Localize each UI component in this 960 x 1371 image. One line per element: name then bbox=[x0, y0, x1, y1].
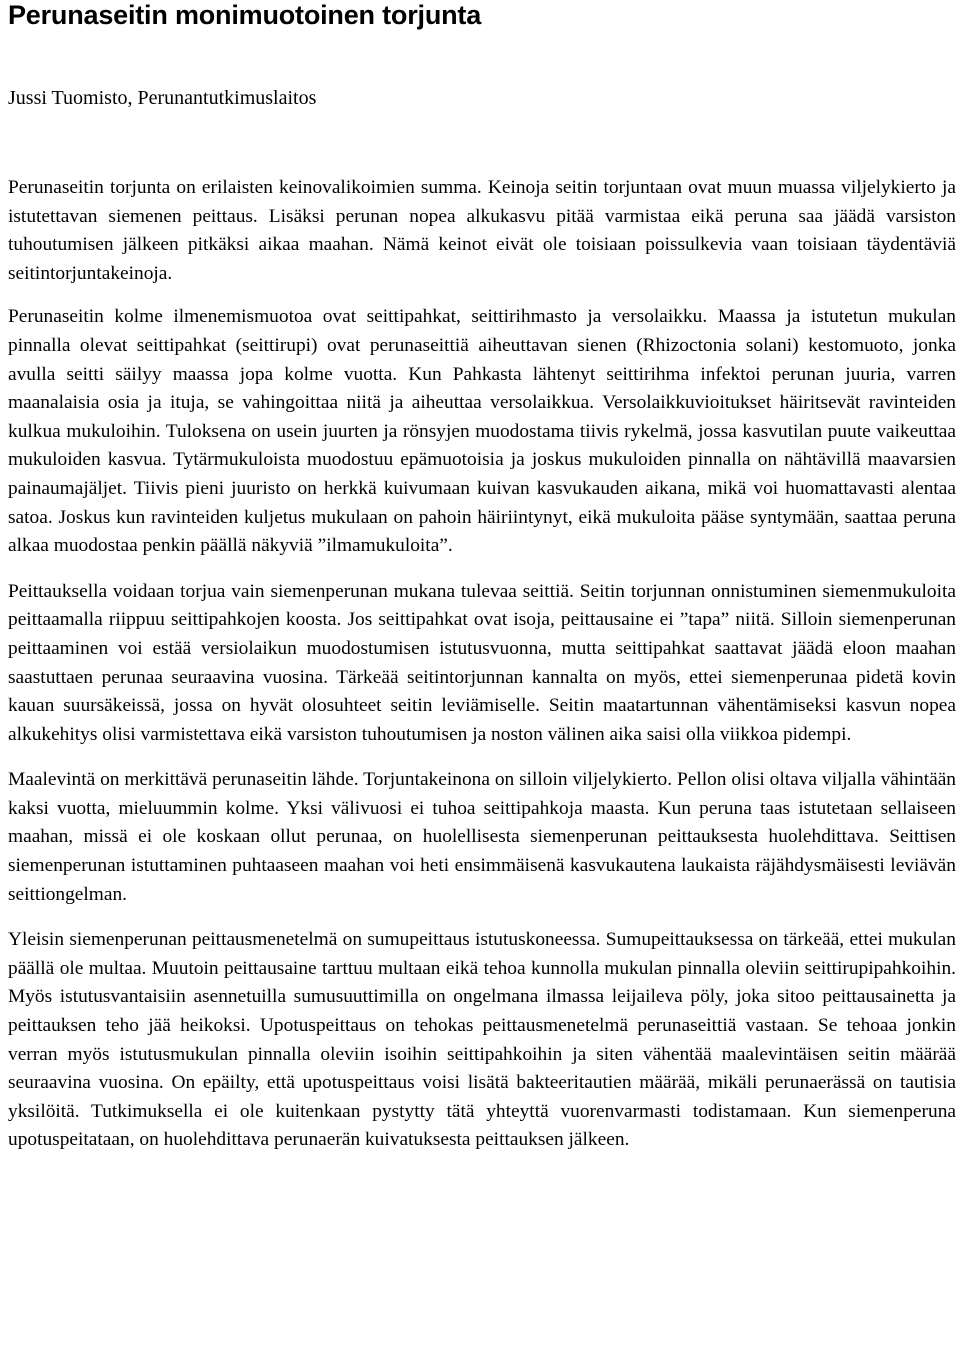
paragraph-5: Yleisin siemenperunan peittausmenetelmä on sumupeittaus istutuskoneessa. Sumupeittauksessa on tärkeää, ettei mukulan päällä ole multaa. Muutoin peittausaine tarttuu multaan eikä tehoa kunnolla mukulan pinnalla oleviin seittirupipahkoihin. Myös istutusvantaisiin asennetuilla sumusuuttimilla on ongelmana ilmassa leijaileva pöly, joka sitoo peittausainetta ja peittauksen teho jää heikoksi. Upotuspeittaus on tehokas peittausmenetelmä perunaseittiä vastaan. Se tehoaa jonkin verran myös istutusmukulan pinnalla oleviin isoihin seittipahkoihin ja siten vähentää maalevintäisen seitin määrää seuraavina vuosina. On epäilty, että upotuspeittaus voisi lisätä bakteeritautien määrää, mikäli perunaerässä on tautisia yksilöitä. Tutkimuksella ei ole kuitenkaan pystytty tätä yhteyttä vuorenvarmasti todistamaan. Kun siemenperuna upotuspeitataan, on huolehdittava perunaerän kuivatuksesta peittauksen jälkeen. bbox=[8, 929, 956, 1151]
document-body bbox=[8, 174, 956, 1172]
paragraph-2: Perunaseitin kolme ilmenemismuotoa ovat seittipahkat, seittirihmasto ja versolaikku. Maassa ja istutetun mukulan pinnalla olevat seittipahkat (seittirupi) ovat perunaseittiä aiheuttavan sienen (Rhizoctonia solani) kestomuoto, jonka avulla seitti säilyy maassa jopa kolme vuotta. Kun Pahkasta lähtenyt seittirihma infektoi perunan juuria, varren maanalaisia osia ja ituja, se vahingoittaa niitä ja aiheuttaa versolaikkua. Versolaikkuvioitukset häiritsevät ravinteiden kulkua mukuloihin. Tuloksena on usein juurten ja rönsyjen muodostama tiivis rykelmä, jossa kasvutilan puute vaikeuttaa mukuloiden kasvua. Tytärmukuloista muodostuu epämuotoisia ja joskus mukuloiden pinnalla on nähtävillä maavarsien painaumajäljet. Tiivis pieni juuristo on herkkä kuivumaan kuivan kasvukauden aikana, mikä voi huomattavasti alentaa satoa. Joskus kun ravinteiden kuljetus mukulaan on pahoin häiriintynyt, eikä mukuloita pääse syntymään, saattaa peruna alkaa muodostaa penkin päällä näkyviä ”ilmamukuloita”. bbox=[8, 306, 956, 557]
paragraph-4: Maalevintä on merkittävä perunaseitin lähde. Torjuntakeinona on silloin viljelykierto. Pellon olisi oltava viljalla vähintään kaksi vuotta, mieluummin kolme. Yksi välivuosi ei tuhoa seittipahkoja maasta. Kun peruna taas istutetaan sellaiseen maahan, missä ei ole koskaan ollut perunaa, on huolellisesta siemenperunan peittauksesta huolehdittava. Seittisen siemenperunan istuttaminen puhtaaseen maahan voi heti ensimmäisenä kasvukautena laukaista räjähdysmäisesti leviävän seittiongelman. bbox=[8, 769, 956, 905]
document-page bbox=[8, 0, 956, 1151]
paragraph-3: Peittauksella voidaan torjua vain siemenperunan mukana tulevaa seittiä. Seitin torjunnan onnistuminen siemenmukuloita peittaamalla riippuu seittipahkojen koosta. Jos seittipahkat ovat isoja, peittausaine ei ”tapa” niitä. Silloin siemenperunan peittaaminen voi estää versiolaikun muodostumisen istutusvuonna, mutta seittipahkat saattavat jäädä eloon maahan saastuttaen perunaa seuraavina vuosina. Tärkeää seitintorjunnan kannalta on myös, ettei siemenperunaa pidetä kovin kauan suursäkeissä, jossa on hyvät olosuhteet seitin leviämiselle. Seitin maatartunnan vähentämiseksi kasvun nopea alkukehitys olisi varmistettava eikä varsiston tuhoutumisen ja noston välinen aika saisi olla viikkoa pidempi. bbox=[8, 580, 956, 745]
paragraph-1: Perunaseitin torjunta on erilaisten keinovalikoimien summa. Keinoja seitin torjuntaan ovat muun muassa viljelykierto ja istutettavan siemenen peittaus. Lisäksi perunan nopea alkukasvu pitää varmistaa eikä peruna saa jäädä varsiston tuhoutumisen jälkeen pitkäksi aikaa maahan. Nämä keinot eivät ole toisiaan poissulkevia vaan toisiaan täydentäviä seitintorjuntakeinoja. bbox=[8, 177, 956, 284]
author-line: Jussi Tuomisto, Perunantutkimuslaitos bbox=[8, 87, 317, 109]
document-title: Perunaseitin monimuotoinen torjunta bbox=[8, 0, 482, 30]
